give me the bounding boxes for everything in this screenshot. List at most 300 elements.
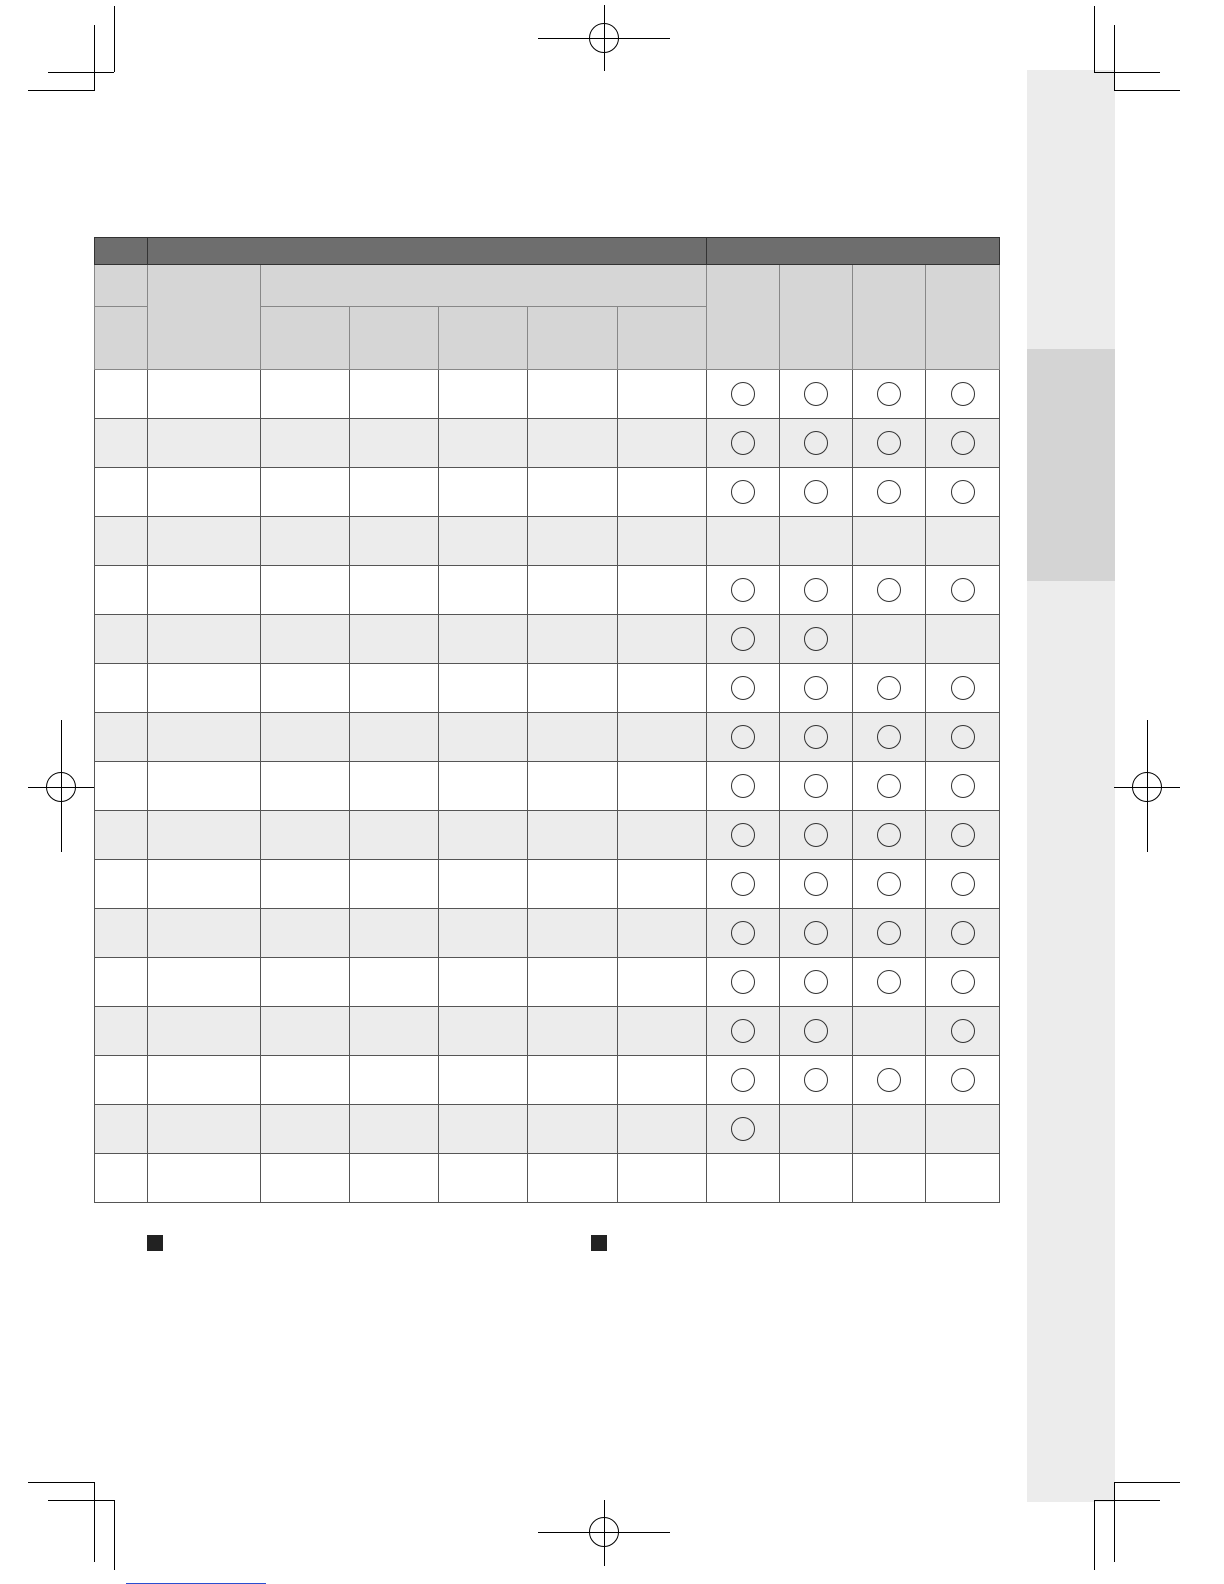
table-cell xyxy=(95,1154,148,1203)
table-cell xyxy=(439,419,528,468)
table-cell xyxy=(439,860,528,909)
table-cell xyxy=(528,468,618,517)
subheader-cell xyxy=(926,265,1000,370)
table-cell xyxy=(261,1154,350,1203)
circle-icon xyxy=(731,872,755,896)
circle-icon xyxy=(951,431,975,455)
mark-cell xyxy=(780,909,853,958)
table-cell xyxy=(528,419,618,468)
crop-mark xyxy=(114,6,115,72)
table-cell xyxy=(618,1154,707,1203)
table-row xyxy=(95,909,1000,958)
table-cell xyxy=(261,419,350,468)
circle-icon xyxy=(731,1117,755,1141)
table-cell xyxy=(261,958,350,1007)
circle-icon xyxy=(804,382,828,406)
table-row xyxy=(95,419,1000,468)
header-cell xyxy=(148,238,707,265)
square-bullet-icon xyxy=(147,1235,163,1251)
circle-icon xyxy=(877,676,901,700)
mark-cell xyxy=(926,370,1000,419)
circle-icon xyxy=(804,823,828,847)
table-row xyxy=(95,811,1000,860)
mark-cell xyxy=(926,419,1000,468)
mark-cell xyxy=(780,468,853,517)
circle-icon xyxy=(804,1068,828,1092)
circle-icon xyxy=(731,823,755,847)
mark-cell xyxy=(780,566,853,615)
circle-icon xyxy=(804,578,828,602)
mark-cell xyxy=(853,860,926,909)
mark-cell xyxy=(853,811,926,860)
circle-icon xyxy=(804,431,828,455)
mark-cell xyxy=(926,958,1000,1007)
registration-circle xyxy=(589,1517,619,1547)
table-cell xyxy=(528,811,618,860)
table-cell xyxy=(618,958,707,1007)
circle-icon xyxy=(731,1019,755,1043)
circle-icon xyxy=(804,676,828,700)
crop-mark xyxy=(48,1500,114,1501)
crop-mark xyxy=(1094,6,1095,72)
table-cell xyxy=(439,909,528,958)
table-cell xyxy=(95,1105,148,1154)
crop-mark xyxy=(1094,1500,1160,1501)
table-cell xyxy=(148,517,261,566)
circle-icon xyxy=(804,627,828,651)
table-cell xyxy=(261,566,350,615)
mark-cell xyxy=(780,1154,853,1203)
mark-cell xyxy=(853,615,926,664)
table-subheader-row xyxy=(95,265,1000,307)
table-cell xyxy=(261,762,350,811)
table-cell xyxy=(95,664,148,713)
mark-cell xyxy=(780,1007,853,1056)
table-row xyxy=(95,615,1000,664)
table-cell xyxy=(350,958,439,1007)
table-row xyxy=(95,468,1000,517)
table-header-row xyxy=(95,238,1000,265)
table-cell xyxy=(148,664,261,713)
table-cell xyxy=(95,713,148,762)
subheader-cell xyxy=(95,265,148,307)
table-cell xyxy=(95,811,148,860)
table-cell xyxy=(95,615,148,664)
table-cell xyxy=(618,860,707,909)
mark-cell xyxy=(780,860,853,909)
circle-icon xyxy=(951,1068,975,1092)
mark-cell xyxy=(707,566,780,615)
circle-icon xyxy=(877,480,901,504)
mark-cell xyxy=(780,370,853,419)
mark-cell xyxy=(707,468,780,517)
crop-mark xyxy=(94,25,95,91)
circle-icon xyxy=(731,676,755,700)
table-cell xyxy=(528,860,618,909)
mark-cell xyxy=(926,566,1000,615)
circle-icon xyxy=(731,725,755,749)
header-cell xyxy=(707,238,1000,265)
table-cell xyxy=(350,909,439,958)
table-cell xyxy=(95,517,148,566)
mark-cell xyxy=(853,1105,926,1154)
circle-icon xyxy=(731,578,755,602)
crop-mark xyxy=(1094,1500,1095,1570)
table-cell xyxy=(350,517,439,566)
mark-cell xyxy=(707,909,780,958)
subheader-cell xyxy=(528,307,618,370)
table-cell xyxy=(148,958,261,1007)
table-row xyxy=(95,517,1000,566)
table-cell xyxy=(439,1105,528,1154)
circle-icon xyxy=(731,480,755,504)
table-cell xyxy=(618,517,707,566)
mark-cell xyxy=(780,517,853,566)
table-cell xyxy=(261,1056,350,1105)
table-cell xyxy=(439,1007,528,1056)
table-cell xyxy=(261,860,350,909)
mark-cell xyxy=(853,1154,926,1203)
registration-circle xyxy=(46,772,76,802)
mark-cell xyxy=(707,860,780,909)
table-cell xyxy=(618,664,707,713)
registration-circle xyxy=(589,23,619,53)
mark-cell xyxy=(707,664,780,713)
table-cell xyxy=(528,1007,618,1056)
circle-icon xyxy=(951,1019,975,1043)
square-bullet-icon xyxy=(591,1235,607,1251)
subheader-cell xyxy=(148,265,261,370)
subheader-cell xyxy=(261,265,707,307)
table-cell xyxy=(618,468,707,517)
table-cell xyxy=(350,1154,439,1203)
table-cell xyxy=(261,615,350,664)
subheader-cell xyxy=(350,307,439,370)
crop-mark xyxy=(28,90,94,91)
table-cell xyxy=(528,566,618,615)
table-cell xyxy=(350,664,439,713)
table-cell xyxy=(148,566,261,615)
circle-icon xyxy=(731,1068,755,1092)
table-cell xyxy=(95,909,148,958)
circle-icon xyxy=(804,480,828,504)
table-cell xyxy=(439,615,528,664)
circle-icon xyxy=(804,774,828,798)
subheader-cell xyxy=(707,265,780,370)
table-cell xyxy=(528,713,618,762)
circle-icon xyxy=(731,921,755,945)
crop-mark xyxy=(1114,90,1180,91)
mark-cell xyxy=(780,664,853,713)
table-cell xyxy=(95,468,148,517)
table-cell xyxy=(439,811,528,860)
table-cell xyxy=(618,909,707,958)
table-cell xyxy=(350,419,439,468)
table-cell xyxy=(350,370,439,419)
mark-cell xyxy=(707,615,780,664)
mark-cell xyxy=(853,909,926,958)
mark-cell xyxy=(707,713,780,762)
mark-cell xyxy=(926,1105,1000,1154)
circle-icon xyxy=(951,382,975,406)
table-cell xyxy=(618,615,707,664)
circle-icon xyxy=(877,1068,901,1092)
subheader-cell xyxy=(780,265,853,370)
table-cell xyxy=(439,370,528,419)
table-cell xyxy=(528,1154,618,1203)
table-cell xyxy=(95,860,148,909)
table-cell xyxy=(618,370,707,419)
circle-icon xyxy=(877,431,901,455)
table-cell xyxy=(261,1007,350,1056)
table-cell xyxy=(350,566,439,615)
mark-cell xyxy=(853,419,926,468)
table-cell xyxy=(439,517,528,566)
mark-cell xyxy=(780,762,853,811)
mark-cell xyxy=(707,1056,780,1105)
table-cell xyxy=(618,1007,707,1056)
circle-icon xyxy=(804,725,828,749)
table-cell xyxy=(618,713,707,762)
table-row xyxy=(95,958,1000,1007)
mark-cell xyxy=(926,1056,1000,1105)
table-cell xyxy=(528,615,618,664)
registration-circle xyxy=(1132,772,1162,802)
mark-cell xyxy=(780,713,853,762)
mark-cell xyxy=(780,615,853,664)
mark-cell xyxy=(926,1154,1000,1203)
table-cell xyxy=(148,1056,261,1105)
subheader-cell xyxy=(439,307,528,370)
table-cell xyxy=(618,1105,707,1154)
table-cell xyxy=(350,615,439,664)
mark-cell xyxy=(707,370,780,419)
table-cell xyxy=(261,713,350,762)
table-cell xyxy=(95,958,148,1007)
table-cell xyxy=(350,1105,439,1154)
table-cell xyxy=(528,517,618,566)
mark-cell xyxy=(853,566,926,615)
crop-mark xyxy=(1114,1482,1115,1562)
table-cell xyxy=(261,664,350,713)
table-cell xyxy=(439,468,528,517)
mark-cell xyxy=(707,1007,780,1056)
table-cell xyxy=(528,664,618,713)
mark-cell xyxy=(926,811,1000,860)
subheader-cell xyxy=(95,307,148,370)
table-cell xyxy=(148,909,261,958)
circle-icon xyxy=(951,725,975,749)
table-cell xyxy=(618,1056,707,1105)
mark-cell xyxy=(853,1007,926,1056)
circle-icon xyxy=(731,382,755,406)
mark-cell xyxy=(780,958,853,1007)
table-cell xyxy=(261,909,350,958)
table-cell xyxy=(528,1105,618,1154)
table-row xyxy=(95,1105,1000,1154)
mark-cell xyxy=(707,419,780,468)
table-cell xyxy=(148,468,261,517)
circle-icon xyxy=(877,921,901,945)
circle-icon xyxy=(731,431,755,455)
table-cell xyxy=(148,811,261,860)
table-cell xyxy=(439,664,528,713)
table-cell xyxy=(528,909,618,958)
mark-cell xyxy=(780,419,853,468)
mark-cell xyxy=(853,468,926,517)
mark-cell xyxy=(926,909,1000,958)
table-cell xyxy=(350,713,439,762)
side-tab-active[interactable] xyxy=(1027,349,1115,581)
table-cell xyxy=(528,370,618,419)
table-cell xyxy=(350,468,439,517)
table-cell xyxy=(95,419,148,468)
mark-cell xyxy=(853,1056,926,1105)
table-cell xyxy=(350,811,439,860)
table-cell xyxy=(261,1105,350,1154)
circle-icon xyxy=(804,970,828,994)
table-row xyxy=(95,713,1000,762)
circle-icon xyxy=(877,872,901,896)
mark-cell xyxy=(707,1105,780,1154)
table-cell xyxy=(261,517,350,566)
mark-cell xyxy=(926,713,1000,762)
table-cell xyxy=(261,370,350,419)
crop-mark xyxy=(114,1500,115,1570)
table-row xyxy=(95,1154,1000,1203)
circle-icon xyxy=(731,627,755,651)
table-cell xyxy=(528,762,618,811)
table-cell xyxy=(148,713,261,762)
table-cell xyxy=(148,615,261,664)
crop-mark xyxy=(28,1482,94,1483)
mark-cell xyxy=(707,1154,780,1203)
mark-cell xyxy=(926,664,1000,713)
circle-icon xyxy=(877,774,901,798)
circle-icon xyxy=(951,676,975,700)
table-row xyxy=(95,762,1000,811)
table-row xyxy=(95,860,1000,909)
table-cell xyxy=(439,958,528,1007)
circle-icon xyxy=(877,970,901,994)
mark-cell xyxy=(707,811,780,860)
table-cell xyxy=(350,1007,439,1056)
mark-cell xyxy=(926,860,1000,909)
table-cell xyxy=(148,1007,261,1056)
mark-cell xyxy=(926,1007,1000,1056)
subheader-cell xyxy=(853,265,926,370)
table-row xyxy=(95,566,1000,615)
table-cell xyxy=(95,762,148,811)
crop-mark xyxy=(48,72,114,73)
circle-icon xyxy=(951,921,975,945)
subheader-cell xyxy=(618,307,707,370)
table-cell xyxy=(148,1154,261,1203)
mark-cell xyxy=(853,713,926,762)
table-cell xyxy=(439,762,528,811)
table-row xyxy=(95,370,1000,419)
table-cell xyxy=(528,958,618,1007)
table-cell xyxy=(618,419,707,468)
mark-cell xyxy=(780,1056,853,1105)
header-cell xyxy=(95,238,148,265)
table-cell xyxy=(439,566,528,615)
subheader-cell xyxy=(261,307,350,370)
circle-icon xyxy=(804,1019,828,1043)
table-cell xyxy=(148,370,261,419)
mark-cell xyxy=(853,370,926,419)
table-row xyxy=(95,1056,1000,1105)
circle-icon xyxy=(951,480,975,504)
table-cell xyxy=(261,468,350,517)
circle-icon xyxy=(877,382,901,406)
table-cell xyxy=(148,419,261,468)
table-cell xyxy=(95,1056,148,1105)
circle-icon xyxy=(804,921,828,945)
mark-cell xyxy=(853,517,926,566)
table-cell xyxy=(148,762,261,811)
table-cell xyxy=(95,1007,148,1056)
table-cell xyxy=(350,860,439,909)
table-cell xyxy=(350,1056,439,1105)
crop-mark xyxy=(1114,25,1115,91)
table-cell xyxy=(148,1105,261,1154)
crop-mark xyxy=(1094,72,1160,73)
table-cell xyxy=(618,811,707,860)
table-cell xyxy=(618,762,707,811)
table-row xyxy=(95,664,1000,713)
table-cell xyxy=(439,713,528,762)
circle-icon xyxy=(951,774,975,798)
mark-cell xyxy=(926,615,1000,664)
circle-icon xyxy=(951,823,975,847)
table-cell xyxy=(350,762,439,811)
mark-cell xyxy=(707,517,780,566)
mark-cell xyxy=(853,958,926,1007)
circle-icon xyxy=(951,578,975,602)
mark-cell xyxy=(853,664,926,713)
table-cell xyxy=(95,370,148,419)
mark-cell xyxy=(853,762,926,811)
mark-cell xyxy=(780,811,853,860)
circle-icon xyxy=(804,872,828,896)
compatibility-table xyxy=(94,237,1000,1203)
circle-icon xyxy=(951,872,975,896)
table-cell xyxy=(618,566,707,615)
circle-icon xyxy=(877,725,901,749)
crop-mark xyxy=(94,1482,95,1562)
table-cell xyxy=(148,860,261,909)
crop-mark xyxy=(1114,1482,1180,1483)
mark-cell xyxy=(707,762,780,811)
table-cell xyxy=(528,1056,618,1105)
circle-icon xyxy=(731,774,755,798)
mark-cell xyxy=(780,1105,853,1154)
mark-cell xyxy=(926,517,1000,566)
mark-cell xyxy=(926,468,1000,517)
table-cell xyxy=(439,1056,528,1105)
table-cell xyxy=(439,1154,528,1203)
table-cell xyxy=(261,811,350,860)
side-tab-strip xyxy=(1027,70,1115,1502)
circle-icon xyxy=(877,823,901,847)
circle-icon xyxy=(731,970,755,994)
table-cell xyxy=(95,566,148,615)
circle-icon xyxy=(877,578,901,602)
circle-icon xyxy=(951,970,975,994)
table-row xyxy=(95,1007,1000,1056)
mark-cell xyxy=(926,762,1000,811)
